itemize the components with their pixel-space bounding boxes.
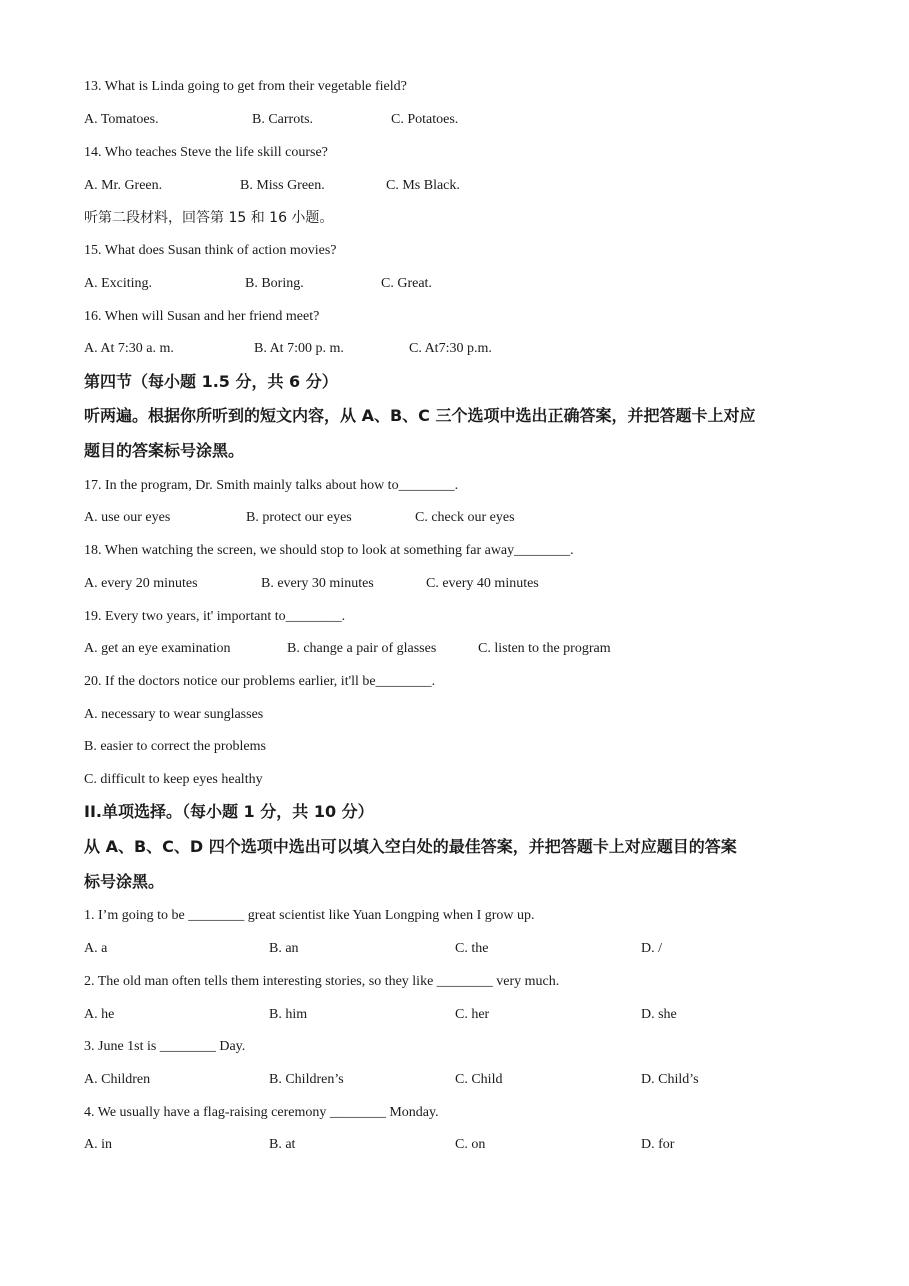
q1-option-d: D. / xyxy=(641,941,662,956)
q4-option-c: C. on xyxy=(455,1137,486,1152)
q4-option-d: D. for xyxy=(641,1137,675,1152)
q3-option-b: B. Children’s xyxy=(269,1072,344,1087)
part-2-instructions-line2: 标号涂黑。 xyxy=(84,872,165,891)
q14-option-b: B. Miss Green. xyxy=(240,178,325,193)
q3-option-d: D. Child’s xyxy=(641,1072,699,1087)
q18-option-c: C. every 40 minutes xyxy=(426,576,539,591)
question-15-stem: 15. What does Susan think of action movies? xyxy=(84,243,337,258)
q20-option-c: C. difficult to keep eyes healthy xyxy=(84,772,263,787)
q13-option-c: C. Potatoes. xyxy=(391,112,459,127)
q17-option-c: C. check our eyes xyxy=(415,510,515,525)
q3-option-c: C. Child xyxy=(455,1072,503,1087)
question-2-stem: 2. The old man often tells them interesting stories, so they like ________ very much. xyxy=(84,974,560,989)
q1-option-b: B. an xyxy=(269,941,299,956)
q4-option-b: B. at xyxy=(269,1137,296,1152)
q18-option-b: B. every 30 minutes xyxy=(261,576,374,591)
question-20-stem: 20. If the doctors notice our problems earlier, it'll be________. xyxy=(84,674,436,689)
q15-option-a: A. Exciting. xyxy=(84,276,153,291)
question-16-stem: 16. When will Susan and her friend meet? xyxy=(84,309,320,324)
q16-option-b: B. At 7:00 p. m. xyxy=(254,341,344,356)
question-4-stem: 4. We usually have a flag-raising ceremony ________ Monday. xyxy=(84,1105,439,1120)
q17-option-a: A. use our eyes xyxy=(84,510,171,525)
q20-option-b: B. easier to correct the problems xyxy=(84,739,266,754)
q19-option-a: A. get an eye examination xyxy=(84,641,231,656)
q17-option-b: B. protect our eyes xyxy=(246,510,352,525)
q2-option-c: C. her xyxy=(455,1007,490,1022)
question-17-stem: 17. In the program, Dr. Smith mainly talks about how to________. xyxy=(84,478,459,493)
question-19-stem: 19. Every two years, it' important to________. xyxy=(84,609,346,624)
q19-option-c: C. listen to the program xyxy=(478,641,611,656)
question-18-stem: 18. When watching the screen, we should stop to look at something far away________. xyxy=(84,543,574,558)
q4-option-a: A. in xyxy=(84,1137,112,1152)
section-4-heading: 第四节（每小题 1.5 分，共 6 分） xyxy=(84,372,338,391)
q14-option-c: C. Ms Black. xyxy=(386,178,460,193)
q16-option-a: A. At 7:30 a. m. xyxy=(84,341,174,356)
q18-option-a: A. every 20 minutes xyxy=(84,576,198,591)
section-4-instructions-line1: 听两遍。根据你所听到的短文内容，从 A、B、C 三个选项中选出正确答案，并把答题卡上对应 xyxy=(84,406,756,425)
question-13-stem: 13. What is Linda going to get from their vegetable field? xyxy=(84,79,407,94)
part-2-heading: II.单项选择。（每小题 1 分，共 10 分） xyxy=(84,802,374,821)
q13-option-b: B. Carrots. xyxy=(252,112,314,127)
question-3-stem: 3. June 1st is ________ Day. xyxy=(84,1039,246,1054)
q1-option-a: A. a xyxy=(84,941,108,956)
q14-option-a: A. Mr. Green. xyxy=(84,178,163,193)
q3-option-a: A. Children xyxy=(84,1072,151,1087)
listening-material-2-intro: 听第二段材料，回答第 15 和 16 小题。 xyxy=(84,210,334,226)
q15-option-c: C. Great. xyxy=(381,276,432,291)
part-2-instructions-line1: 从 A、B、C、D 四个选项中选出可以填入空白处的最佳答案，并把答题卡上对应题目的答案 xyxy=(84,837,737,856)
q2-option-d: D. she xyxy=(641,1007,677,1022)
q16-option-c: C. At7:30 p.m. xyxy=(409,341,492,356)
q19-option-b: B. change a pair of glasses xyxy=(287,641,437,656)
question-1-stem: 1. I’m going to be ________ great scientist like Yuan Longping when I grow up. xyxy=(84,908,535,923)
question-14-stem: 14. Who teaches Steve the life skill course? xyxy=(84,145,328,160)
q13-option-a: A. Tomatoes. xyxy=(84,112,159,127)
q2-option-a: A. he xyxy=(84,1007,115,1022)
q2-option-b: B. him xyxy=(269,1007,308,1022)
q15-option-b: B. Boring. xyxy=(245,276,304,291)
section-4-instructions-line2: 题目的答案标号涂黑。 xyxy=(84,441,245,460)
q20-option-a: A. necessary to wear sunglasses xyxy=(84,707,264,722)
q1-option-c: C. the xyxy=(455,941,489,956)
